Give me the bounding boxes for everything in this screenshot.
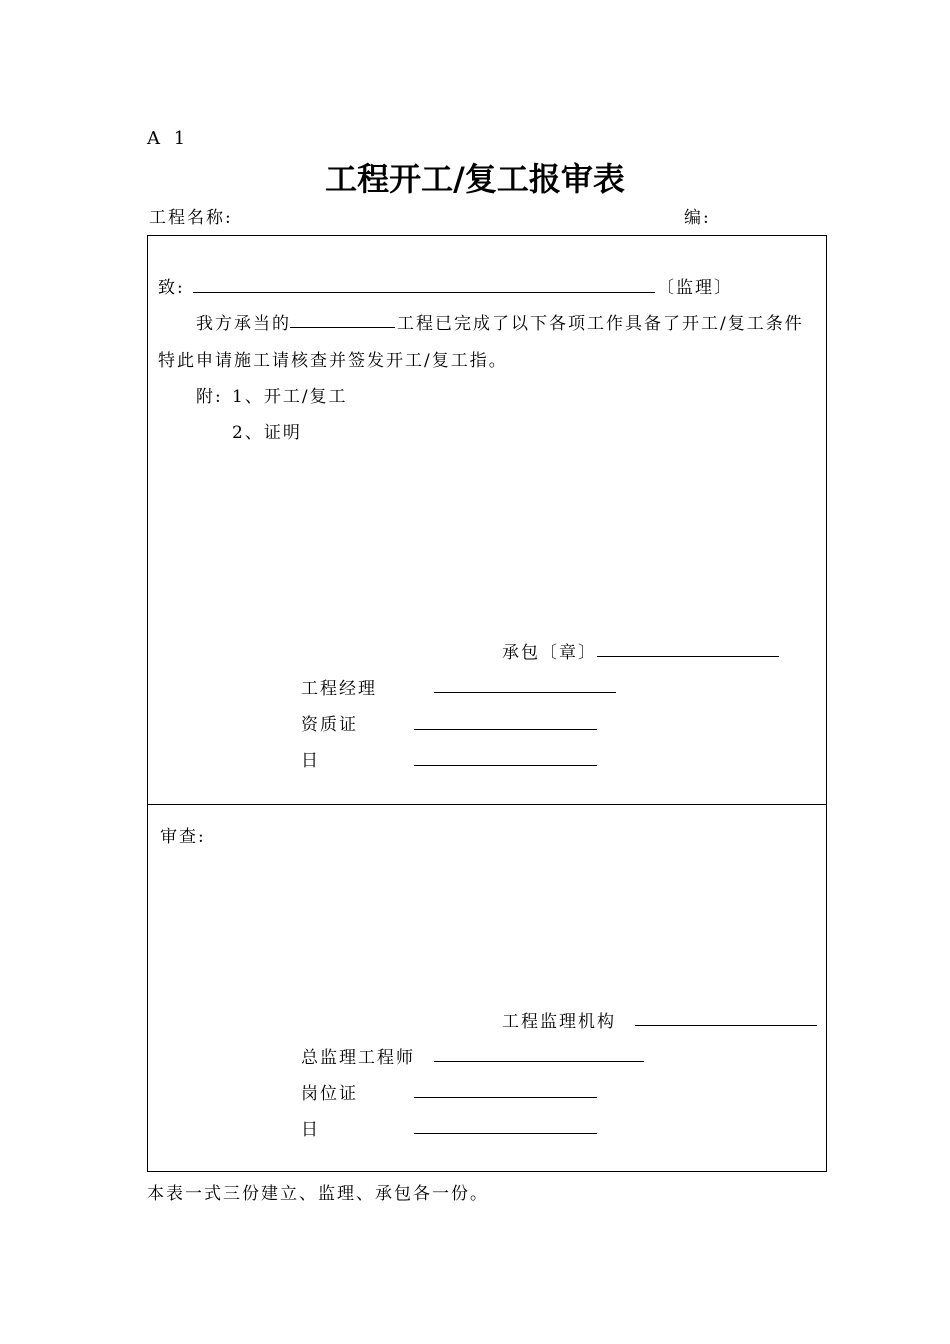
body-line2: 特此申请施工请核查并签发开工/复工指。: [158, 351, 508, 371]
footer-note: 本表一式三份建立、监理、承包各一份。: [147, 1184, 489, 1204]
project-name-label: 工程名称:: [149, 208, 233, 228]
to-label: 致:: [158, 278, 185, 298]
contractor-signature-line[interactable]: [597, 656, 779, 657]
project-manager-label: 工程经理: [301, 679, 377, 699]
number-label: 编:: [684, 208, 711, 228]
form-box: [147, 235, 827, 1172]
supervisor-suffix: 〔监理〕: [657, 278, 733, 298]
attachment-label: 附:: [196, 387, 223, 407]
review-label: 审查:: [160, 827, 206, 847]
body-part1: 我方承当的: [196, 314, 291, 334]
doc-code: A 1: [147, 128, 190, 149]
contractor-label: 承包〔章〕: [502, 643, 597, 663]
supervision-org-label: 工程监理机构: [502, 1012, 616, 1032]
project-manager-line[interactable]: [434, 692, 616, 693]
app-date-label: 日: [301, 751, 320, 771]
attachment-1: 1、开工/复工: [232, 387, 348, 407]
post-cert-line[interactable]: [414, 1097, 597, 1098]
to-field-line[interactable]: [193, 292, 655, 293]
section-divider: [147, 804, 827, 805]
app-date-line[interactable]: [414, 765, 597, 766]
chief-engineer-label: 总监理工程师: [301, 1048, 415, 1068]
attachment-2: 2、证明: [232, 423, 302, 443]
body-part2: 工程已完成了以下各项工作具备了开工/复工条件: [397, 314, 804, 334]
page-title: 工程开工/复工报审表: [325, 160, 625, 198]
qualification-line[interactable]: [414, 729, 597, 730]
review-date-label: 日: [301, 1120, 320, 1140]
chief-engineer-line[interactable]: [434, 1061, 644, 1062]
review-date-line[interactable]: [414, 1133, 597, 1134]
post-cert-label: 岗位证: [301, 1084, 358, 1104]
project-field-line[interactable]: [290, 327, 395, 328]
supervision-org-line[interactable]: [635, 1025, 817, 1026]
qualification-label: 资质证: [301, 715, 358, 735]
